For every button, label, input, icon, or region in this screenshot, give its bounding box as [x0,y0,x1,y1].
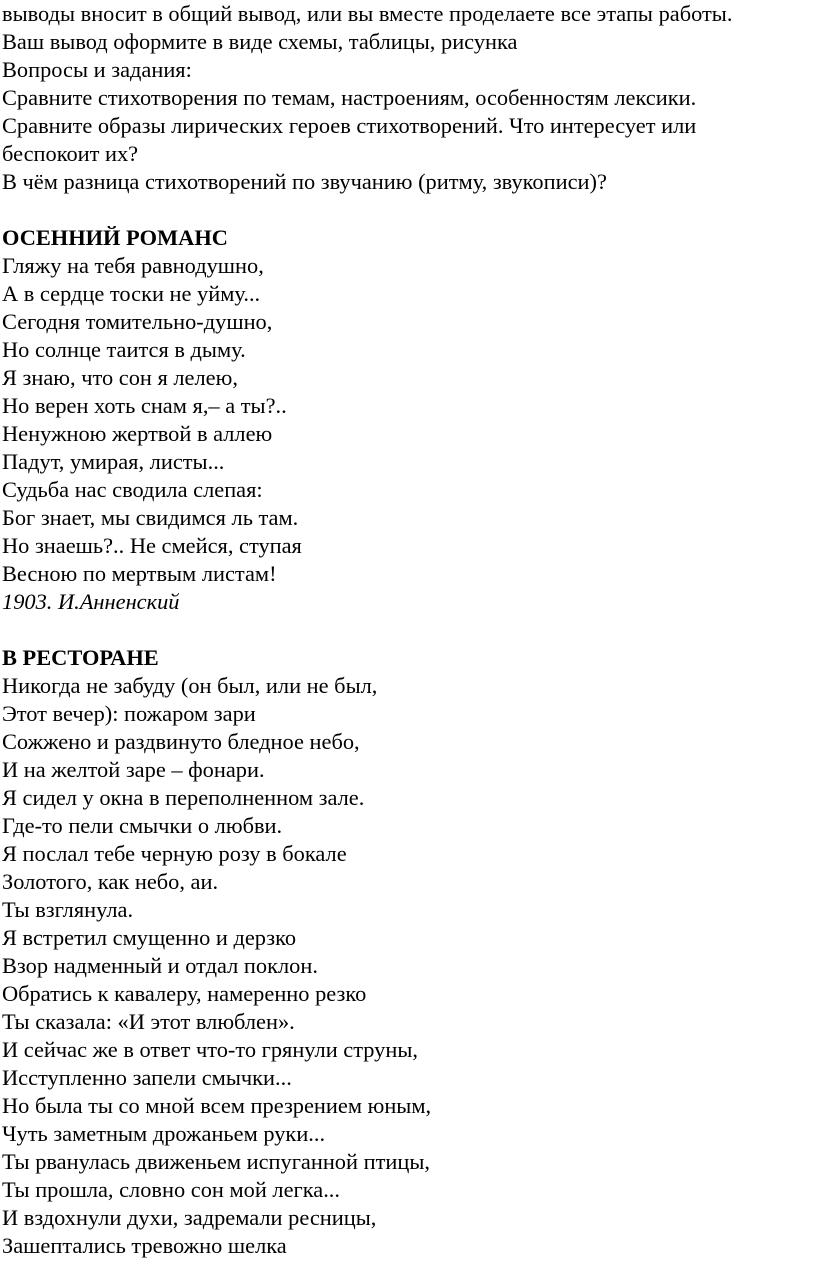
poem2-line: И на желтой заре – фонари. [2,757,265,782]
poem1-title: ОСЕННИЙ РОМАНС [2,225,228,250]
poem1-line: Судьба нас сводила слепая: [2,477,263,502]
poem2-line: Взор надменный и отдал поклон. [2,953,318,978]
intro-line: Сравните образы лирических героев стихотворений. Что интересует или [2,113,697,138]
poem1-line: Гляжу на тебя равнодушно, [2,253,264,278]
poem1-line: Бог знает, мы свидимся ль там. [2,505,299,530]
poem2-line: Чуть заметным дрожаньем руки... [2,1121,326,1146]
poem2-line: Этот вечер): пожаром зари [2,701,256,726]
poem1-line: Но солнце таится в дыму. [2,337,246,362]
poem2-line: Золотого, как небо, аи. [2,869,219,894]
poem1-signature: 1903. И.Анненский [2,589,180,614]
poem2-line: И вздохнули духи, задремали ресницы, [2,1205,377,1230]
poem2-line: И сейчас же в ответ что-то грянули струны, [2,1037,418,1062]
poem2-line: Ты рванулась движеньем испуганной птицы, [2,1149,430,1174]
poem1-line: Но знаешь?.. Не смейся, ступая [2,533,302,558]
intro-line: Ваш вывод оформите в виде схемы, таблицы, рисунка [2,29,518,54]
intro-line: беспокоит их? [2,141,139,166]
poem1-line: Ненужною жертвой в аллею [2,421,273,446]
intro-line: Вопросы и задания: [2,57,192,82]
intro-line: выводы вносит в общий вывод, или вы вместе проделаете все этапы работы. [2,1,733,26]
poem2-line: Никогда не забуду (он был, или не был, [2,673,378,698]
intro-line: В чём разница стихотворений по звучанию (ритму, звукописи)? [2,169,607,194]
poem2-line: Ты прошла, словно сон мой легка... [2,1177,341,1202]
poem2-line: Обратись к кавалеру, намеренно резко [2,981,367,1006]
poem2-line: Ты взглянула. [2,897,134,922]
poem2-line: Сожжено и раздвинуто бледное небо, [2,729,360,754]
poem2-line: Ты сказала: «И этот влюблен». [2,1009,295,1034]
poem2-line: Исступленно запели смычки... [2,1065,292,1090]
poem1-line: Я знаю, что сон я лелею, [2,365,238,390]
poem2-line: Я послал тебе черную розу в бокале [2,841,347,866]
poem1-line: Весною по мертвым листам! [2,561,277,586]
poem2-line: Где-то пели смычки о любви. [2,813,283,838]
intro-line: Сравните стихотворения по темам, настроениям, особенностям лексики. [2,85,697,110]
poem2-line: Зашептались тревожно шелка [2,1233,287,1258]
poem1-line: Падут, умирая, листы... [2,449,225,474]
poem2-line: Но была ты со мной всем презрением юным, [2,1093,432,1118]
poem2-line: Я встретил смущенно и дерзко [2,925,297,950]
poem2-line: Я сидел у окна в переполненном зале. [2,785,365,810]
poem1-line: А в сердце тоски не уйму... [2,281,261,306]
poem1-line: Но верен хоть снам я,– а ты?.. [2,393,287,418]
poem1-line: Сегодня томительно-душно, [2,309,273,334]
poem2-title: В РЕСТОРАНЕ [2,645,159,670]
